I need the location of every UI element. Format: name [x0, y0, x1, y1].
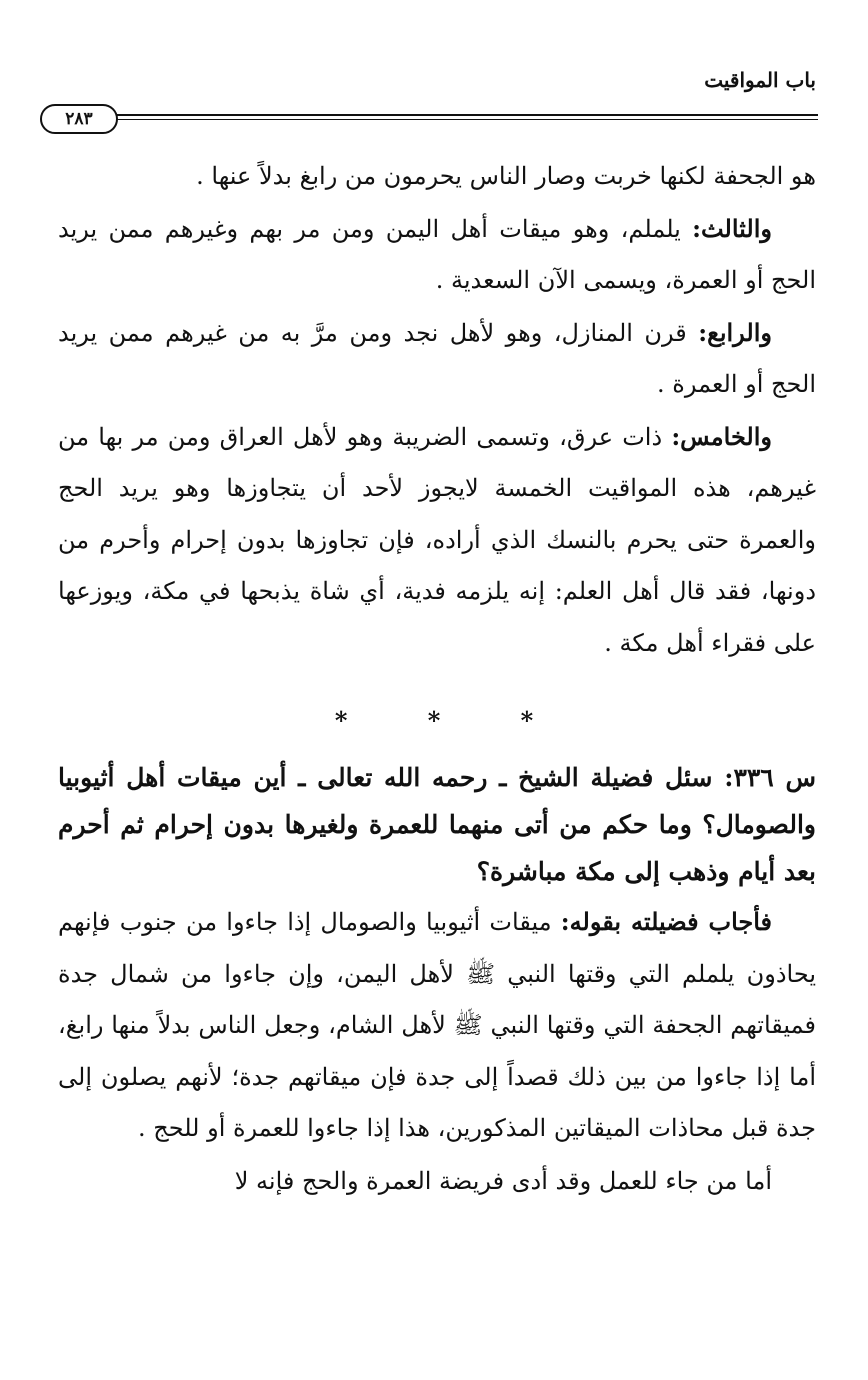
- header-rule-thin: [112, 119, 818, 120]
- paragraph-lead: والثالث:: [692, 213, 772, 243]
- answer-block: [58, 896, 816, 1207]
- answer-lead: فأجاب فضيلته بقوله:: [560, 907, 773, 936]
- text-block-mawaqit: [58, 150, 816, 669]
- answer-paragraph: [58, 896, 816, 1155]
- paragraph-text: هو الجحفة لكنها خربت وصار الناس يحرمون من رابغ بدلاً عنها .: [196, 162, 816, 190]
- paragraph-text: ذات عرق، وتسمى الضريبة وهو لأهل العراق ومن مر بها من غيرهم، هذه المواقيت الخمسة لايجوز لأحد أن يتجاوزها وهو يريد الحج والعمرة حتى يحرم بالنسك الذي أراده، فإن تجاوزها بدون إحرام وأحرم من دونها، فقد قال أهل العلم: إنه يلزمه فدية، أي شاة يذبحها في مكة، ويوزعها على فقراء أهل مكة .: [58, 422, 816, 657]
- paragraph: [58, 307, 816, 411]
- question-block: [58, 754, 816, 895]
- paragraph: [58, 150, 816, 203]
- paragraph-text: قرن المنازل، وهو لأهل نجد ومن مرَّ به من غيرهم ممن يريد الحج أو العمرة .: [58, 318, 816, 398]
- paragraph-text: يلملم، وهو ميقات أهل اليمن ومن مر بهم وغيرهم ممن يريد الحج أو العمرة، ويسمى الآن السعدية .: [58, 214, 816, 294]
- answer-text: ميقات أثيوبيا والصومال إذا جاءوا من جنوب فإنهم يحاذون يلملم التي وقتها النبي ﷺ لأهل اليمن، وإن جاءوا من شمال جدة فميقاتهم الجحفة التي وقتها النبي ﷺ لأهل الشام، وجعل الناس بدلاً منها رابغ، أما إذا جاءوا من بين ذلك قصداً إلى جدة فإن ميقاتهم جدة؛ لأنهم يصلون إلى جدة قبل محاذات الميقاتين المذكورين، هذا إذا جاءوا للعمرة أو للحج .: [58, 908, 816, 1142]
- answer-paragraph: [58, 1155, 816, 1208]
- section-separator: * * *: [334, 706, 570, 735]
- answer-text: أما من جاء للعمل وقد أدى فريضة العمرة والحج فإنه لا: [234, 1166, 772, 1195]
- paragraph: [58, 203, 816, 307]
- question-text: س ٣٣٦: سئل فضيلة الشيخ ـ رحمه الله تعالى ـ أين ميقات أهل أثيوبيا والصومال؟ وما حكم من أتى منهما للعمرة ولغيرها بدون إحرام ثم أحرم بعد أيام وذهب إلى مكة مباشرة؟: [58, 763, 816, 886]
- chapter-title: باب المواقيت: [704, 68, 816, 92]
- page-number: ٢٨٣: [40, 104, 118, 134]
- paragraph-lead: والخامس:: [671, 421, 772, 451]
- paragraph: [58, 411, 816, 670]
- paragraph-lead: والرابع:: [698, 317, 772, 347]
- header-rule: [112, 114, 818, 116]
